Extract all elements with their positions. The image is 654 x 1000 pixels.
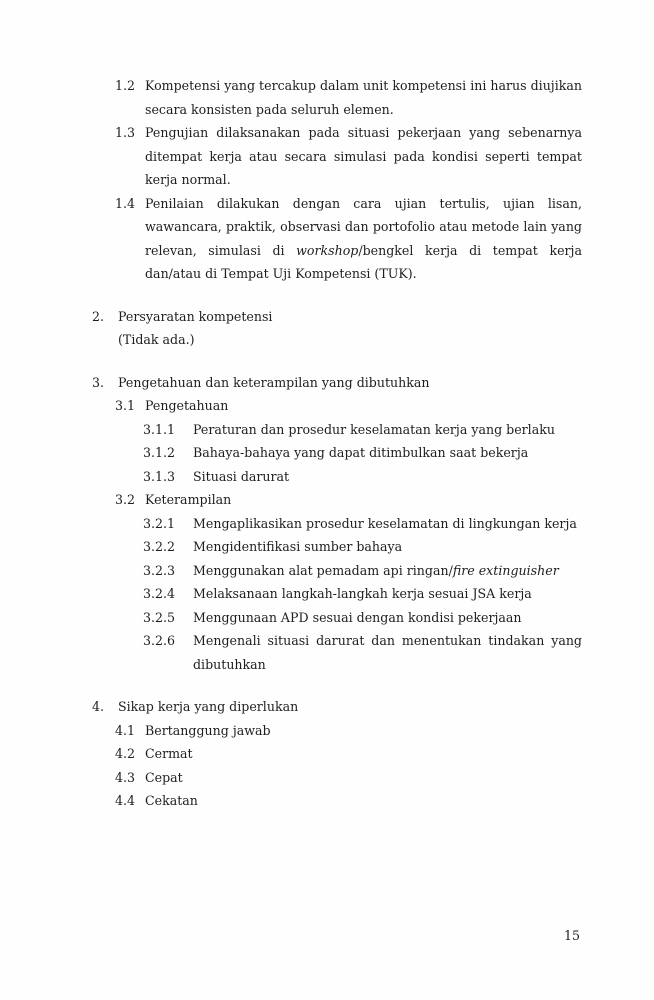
item-number: 4.1	[115, 722, 136, 738]
section-persyaratan-kompetensi	[92, 305, 582, 352]
list-item-3-2-1	[143, 512, 582, 536]
item-text: Cepat	[145, 769, 183, 785]
section-title: Persyaratan kompetensi	[118, 308, 273, 324]
section-heading	[92, 695, 582, 719]
list-item-1-4	[115, 192, 582, 286]
item-text: Kompetensi yang tercakup dalam unit kompetensi ini harus diujikan secara konsisten pada seluruh elemen.	[145, 78, 582, 117]
subsection-title: Keterampilan	[145, 492, 232, 507]
item-number: 3.1.1	[143, 421, 176, 437]
item-number: 3.2.3	[143, 562, 176, 578]
list-item-3-2-4	[143, 582, 582, 606]
item-number: 3.2.4	[143, 586, 176, 601]
section-number: 4.	[92, 699, 105, 714]
item-text: Menggunaan APD sesuai dengan kondisi pekerjaan	[193, 609, 522, 625]
page-content	[92, 74, 582, 813]
list-item-4-2	[115, 742, 582, 766]
section-heading	[92, 305, 582, 329]
item-text: Bahaya-bahaya yang dapat ditimbulkan saat bekerja	[193, 445, 529, 460]
item-number: 4.2	[115, 746, 136, 761]
item-text: Mengidentifikasi sumber bahaya	[193, 539, 403, 554]
item-number: 3.1.3	[143, 468, 176, 484]
item-text-segment: Menggunakan alat pemadam api ringan/	[193, 562, 453, 578]
list-item-3-1-3	[143, 465, 582, 489]
section-title: Pengetahuan dan keterampilan yang dibutuhkan	[118, 374, 430, 390]
list-item-3-2-5	[143, 606, 582, 630]
item-number: 1.3	[115, 125, 136, 140]
item-text	[193, 559, 582, 583]
list-item-3-1-1	[143, 418, 582, 442]
item-number: 1.2	[115, 78, 136, 93]
item-text: Cermat	[145, 746, 193, 761]
item-text-italic: workshop	[296, 242, 359, 258]
section-note: (Tidak ada.)	[118, 332, 195, 347]
item-text: Peraturan dan prosedur keselamatan kerja yang berlaku	[193, 421, 555, 437]
section-pengetahuan-keterampilan	[92, 371, 582, 677]
list-item-3-1-2	[143, 441, 582, 465]
subsection-heading-3-2	[115, 488, 582, 512]
list-item-3-2-3	[143, 559, 582, 583]
item-text-segment: /bengkel kerja di tempat kerja dan/atau di Tempat Uji Kompetensi (TUK).	[145, 242, 582, 281]
section-heading	[92, 371, 582, 395]
item-number: 3.2.6	[143, 633, 176, 648]
item-number: 3.1.2	[143, 445, 176, 460]
item-text: Pengujian dilaksanakan pada situasi pekerjaan yang sebenarnya ditempat kerja atau secara simulasi pada kondisi seperti tempat kerja normal.	[145, 125, 582, 187]
list-item-4-3	[115, 766, 582, 790]
item-number: 3.2.5	[143, 609, 176, 625]
item-text-segment: Penilaian dilakukan dengan cara ujian tertulis, ujian lisan, wawancara, praktik, observasi dan portofolio atau metode lain yang relevan, simulasi di	[145, 195, 582, 258]
list-item-1-3	[115, 121, 582, 192]
list-item-3-2-6	[143, 629, 582, 676]
section-number: 3.	[92, 374, 105, 390]
section-title: Sikap kerja yang diperlukan	[118, 699, 299, 714]
list-item-3-2-2	[143, 535, 582, 559]
subsection-number: 3.2	[115, 492, 136, 507]
list-item-1-2	[115, 74, 582, 121]
item-text	[145, 192, 582, 286]
item-text: Melaksanaan langkah-langkah kerja sesuai JSA kerja	[193, 586, 532, 601]
item-number: 4.3	[115, 769, 136, 785]
section-number: 2.	[92, 308, 105, 324]
item-number: 3.2.1	[143, 515, 176, 531]
list-item-4-1	[115, 719, 582, 743]
item-number: 3.2.2	[143, 539, 176, 554]
section-sikap-kerja	[92, 695, 582, 813]
item-text: Mengaplikasikan prosedur keselamatan di lingkungan kerja	[193, 515, 577, 531]
item-text: Cekatan	[145, 793, 198, 808]
page-number: 15	[563, 928, 580, 943]
subsection-title: Pengetahuan	[145, 398, 229, 413]
item-number: 4.4	[115, 793, 136, 808]
list-item-4-4	[115, 789, 582, 813]
item-number: 1.4	[115, 195, 136, 211]
item-text-italic: fire extinguisher	[452, 562, 559, 578]
item-text: Mengenali situasi darurat dan menentukan tindakan yang dibutuhkan	[193, 633, 582, 672]
subsection-number: 3.1	[115, 398, 136, 413]
subsection-heading-3-1	[115, 394, 582, 418]
item-text: Situasi darurat	[193, 468, 290, 484]
item-text: Bertanggung jawab	[145, 722, 271, 738]
